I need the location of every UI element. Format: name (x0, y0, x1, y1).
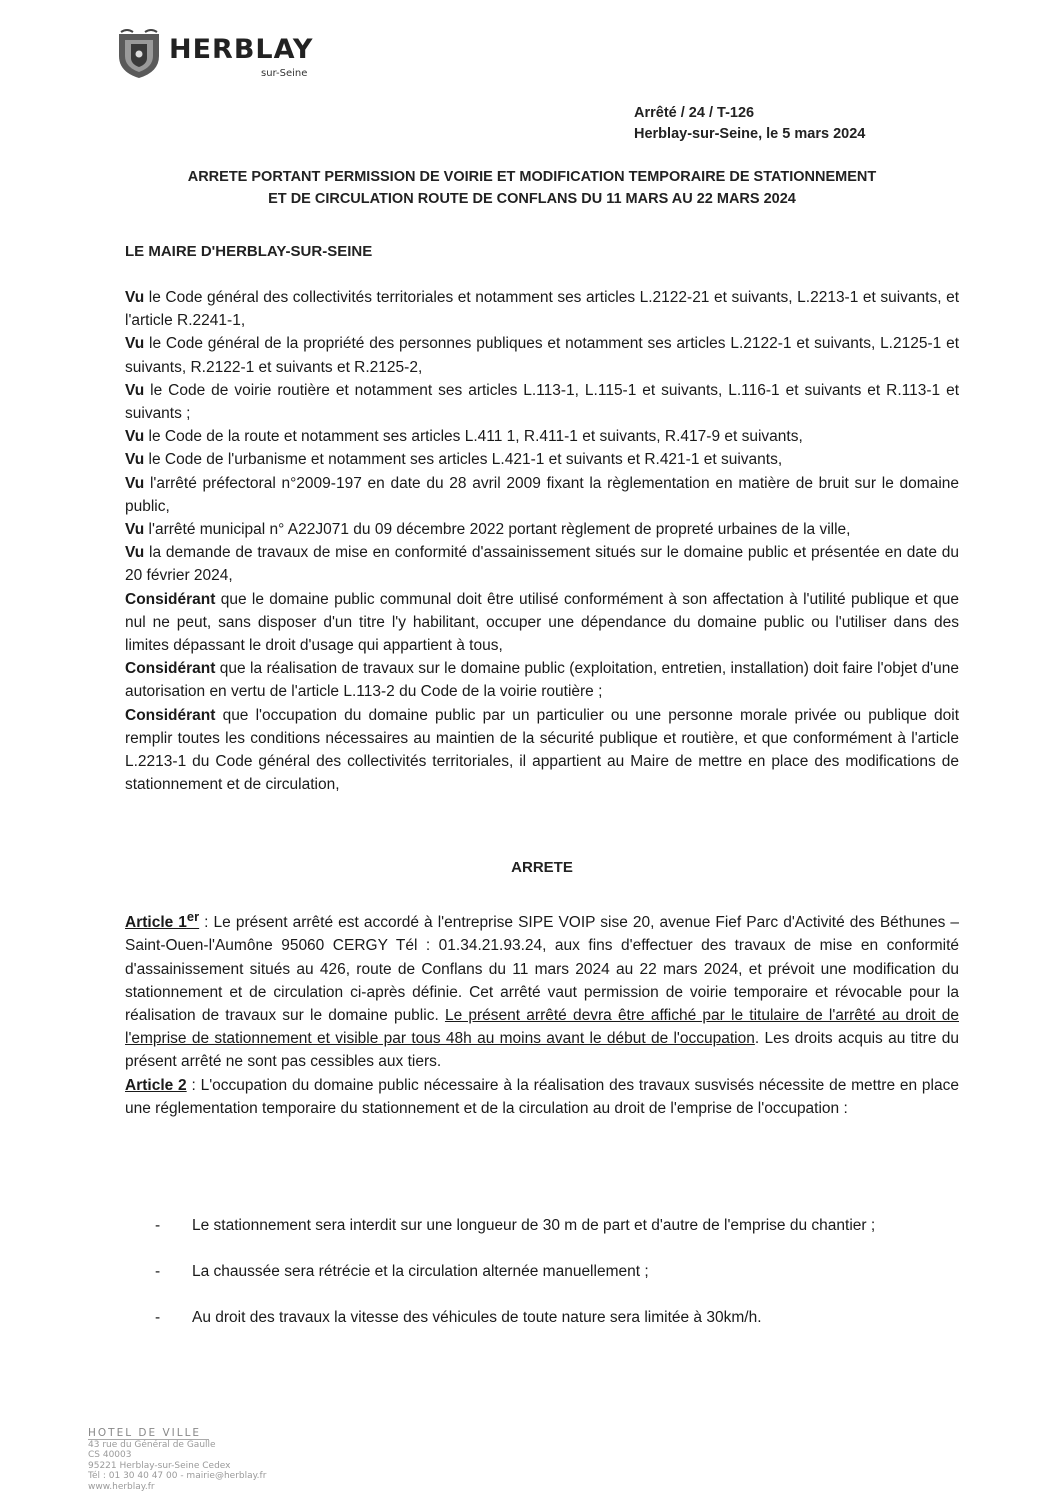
footer-line: 43 rue du Général de Gaulle (88, 1439, 216, 1450)
considerant-text: que la réalisation de travaux sur le domaine public (exploitation, entretien, installation) doit faire l'objet d'une autorisation en vertu de l'article L.113-2 du Code de la voirie routière ; (125, 660, 959, 701)
considerant-item (125, 657, 959, 703)
considerant-item (125, 588, 959, 658)
visa-text: le Code de voirie routière et notamment ses articles L.113-1, L.115-1 et suivants, L.116-1 et suivants et R.113-1 et suivants ; (125, 381, 959, 423)
visa-lead: Vu (125, 289, 145, 306)
list-item (155, 1260, 961, 1283)
considerant-text: que le domaine public communal doit être utilisé conformément à son affectation à l'utilité publique et que nul ne peut, sans disposer d'un titre l'y habilitant, occuper une dépendance du domaine public ou l'utiliser dans des limites dépassant le droit d'usage qui appartient à tous, (125, 590, 959, 655)
visa-text: le Code général de la propriété des personnes publiques et notamment ses articles L.2122-1 et suivants, L.2125-1 et suivants, R.2122-1 et suivants et R.2125-2, (125, 335, 959, 376)
list-item-text: Le stationnement sera interdit sur une longueur de 30 m de part et d'autre de l'emprise du chantier ; (192, 1217, 876, 1234)
measures-list (155, 1214, 961, 1353)
maire-heading: LE MAIRE D'HERBLAY-SUR-SEINE (125, 243, 373, 260)
visa-lead: Vu (125, 521, 145, 539)
logo-name: HERBLAY (169, 34, 314, 65)
article-1-label (125, 909, 200, 932)
title-line-1: ARRETE PORTANT PERMISSION DE VOIRIE ET MODIFICATION TEMPORAIRE DE STATIONNEMENT (187, 169, 877, 185)
visa-item (125, 541, 959, 587)
city-crest-icon (115, 28, 163, 80)
visa-lead: Vu (125, 544, 145, 562)
document-title (122, 166, 942, 210)
visa-text: l'arrêté municipal n° A22J071 du 09 décembre 2022 portant règlement de propreté urbaines de la ville, (144, 521, 851, 539)
dash-bullet-icon: - (155, 1263, 161, 1281)
visa-lead: Vu (125, 474, 145, 492)
visas-section (125, 286, 959, 796)
footer-line: www.herblay.fr (88, 1481, 155, 1492)
visa-item (125, 448, 959, 471)
visa-text: l'arrêté préfectoral n°2009-197 en date du 28 avril 2009 fixant la règlementation en matière de bruit sur le domaine public, (125, 474, 959, 515)
visa-lead: Vu (125, 381, 145, 399)
article-1-tail: . Les droits acquis au titre du présent arrêté ne sont pas cessibles aux tiers. (125, 1030, 959, 1071)
footer-address (88, 1428, 266, 1492)
visa-item (125, 286, 959, 332)
considerant-text: que l'occupation du domaine public par un particulier ou une personne morale privée ou publique doit remplir toutes les conditions nécessaires au maintien de la sécurité publique et routière, et que conformément à l'article L.2213-1 du Code général des collectivités territoriales, il appartient au Maire de mettre en place des modifications de stationnement et de circulation, (125, 706, 959, 794)
footer-line: CS 40003 (88, 1450, 132, 1460)
considerant-lead: Considérant (125, 660, 216, 678)
visa-text: le Code de l'urbanisme et notamment ses articles L.421-1 et suivants et R.421-1 et suivants, (144, 451, 783, 469)
article-1 (125, 905, 959, 1074)
dash-bullet-icon: - (155, 1309, 161, 1327)
article-2 (125, 1074, 959, 1120)
title-line-2: ET DE CIRCULATION ROUTE DE CONFLANS DU 11 MARS AU 22 MARS 2024 (268, 191, 796, 207)
footer-line: 95221 Herblay-sur-Seine Cedex (88, 1460, 231, 1471)
visa-lead: Vu (125, 428, 145, 446)
visa-text: la demande de travaux de mise en conformité d'assainissement situés sur le domaine public et présentée en date du 20 février 2024, (125, 544, 959, 585)
visa-item (125, 379, 959, 425)
visa-item (125, 425, 959, 448)
article-1-underlined: Le présent arrêté devra être affiché par le titulaire de l'arrêté au droit de l'emprise de stationnement et visible par tous 48h au moins avant le début de l'occupation (125, 1006, 959, 1048)
considerant-lead: Considérant (125, 590, 216, 608)
visa-item (125, 472, 959, 518)
arrete-heading: ARRETE (511, 859, 573, 876)
considerant-item (125, 704, 959, 797)
article-1-superscript: er (186, 909, 200, 924)
articles-section (125, 905, 959, 1120)
list-item-text: La chaussée sera rétrécie et la circulation alternée manuellement ; (192, 1263, 649, 1281)
considerant-lead: Considérant (125, 706, 216, 724)
reference-block (634, 103, 865, 145)
visa-item (125, 332, 959, 378)
footer-line: Tél : 01 30 40 47 00 - mairie@herblay.fr (88, 1471, 267, 1481)
list-item-text: Au droit des travaux la vitesse des véhicules de toute nature sera limitée à 30km/h. (192, 1309, 762, 1327)
herblay-logo (115, 28, 345, 84)
dash-bullet-icon: - (155, 1217, 161, 1234)
logo-subtitle: sur-Seine (261, 68, 308, 79)
article-2-text: : L'occupation du domaine public nécessaire à la réalisation des travaux susvisés nécessite de mettre en place une réglementation temporaire du stationnement et de la circulation au droit de l'emprise de l'occupation : (125, 1076, 959, 1117)
visa-lead: Vu (125, 335, 145, 353)
article-1-text: : Le présent arrêté est accordé à l'entreprise SIPE VOIP sise 20, avenue Fief Parc d'Activité des Béthunes – Saint-Ouen-l'Aumône 95060 CERGY Tél : 01.34.21.93.24, aux fins d'effectuer des travaux de mise en conformité d'assainissement situés au 426, route de Conflans du 11 mars 2024 au 22 mars 2024, et prévoit une modification du stationnement et de circulation ci-après définie. Cet arrêté vaut permission de voirie temporaire et révocable pour la réalisation de travaux sur le domaine public. (125, 914, 959, 1024)
list-item (155, 1214, 961, 1237)
arrete-number: Arrêté / 24 / T-126 (634, 105, 755, 121)
visa-lead: Vu (125, 451, 145, 469)
list-item (155, 1306, 961, 1329)
visa-text: le Code général des collectivités territoriales et notamment ses articles L.2122-21 et suivants, L.2213-1 et suivants, et l'article R.2241-1, (125, 289, 959, 330)
footer-title: HOTEL DE VILLE (88, 1428, 209, 1440)
visa-text: le Code de la route et notamment ses articles L.411 1, R.411-1 et suivants, R.417-9 et suivants, (144, 428, 803, 446)
place-date: Herblay-sur-Seine, le 5 mars 2024 (634, 126, 866, 142)
article-1-label-text: Article 1 (125, 914, 187, 932)
visa-item (125, 518, 959, 541)
article-2-label: Article 2 (125, 1076, 187, 1094)
